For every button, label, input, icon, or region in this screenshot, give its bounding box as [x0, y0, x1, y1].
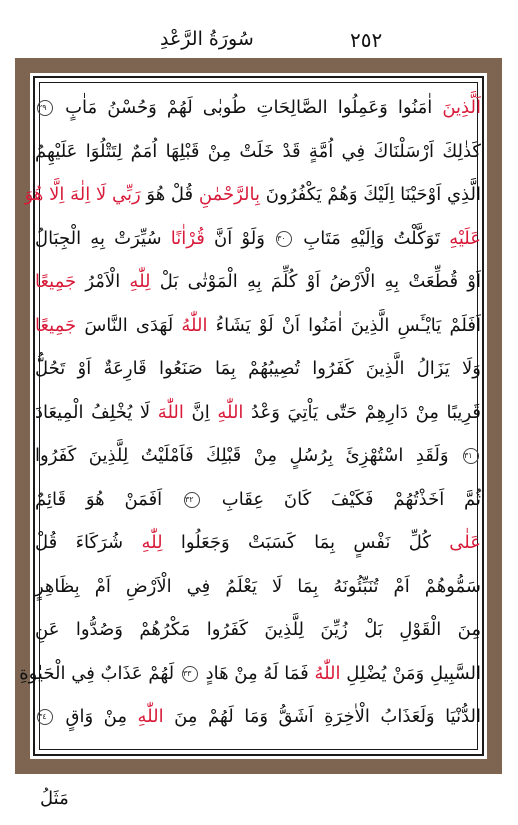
- highlighted-word: اللّٰهُ: [314, 662, 341, 684]
- verse-line: [35, 434, 481, 478]
- verse-text: كَذٰلِكَ اَرْسَلْنَاكَ فِي اُمَّةٍ قَدْ خَلَتْ مِنْ قَبْلِهَا اُمَمٌ لِتَتْلُوَا عَلَيْهِمُ: [35, 140, 481, 162]
- verse-line: [35, 217, 481, 261]
- page-number: ٢٥٢: [350, 28, 383, 52]
- ayah-number-marker: ٣١: [463, 448, 479, 464]
- verse-text: سُيِّرَتْ بِهِ الْجِبَالُ: [35, 227, 171, 249]
- verse-text: اَفَمَنْ هُوَ قَائِمٌ: [35, 488, 182, 510]
- verse-line: [35, 695, 481, 739]
- highlighted-word: بِالرَّحْمٰنِ: [198, 184, 261, 205]
- highlighted-word: لِلّٰهِ: [129, 271, 151, 292]
- highlighted-word: قُرْاٰنًا: [170, 227, 205, 249]
- verse-text: وَلَا يَزَالُ الَّذِينَ كَفَرُوا تُصِيبُهُمْ بِمَا صَنَعُوا قَارِعَةٌ اَوْ تَحُلُّ: [35, 358, 481, 379]
- verse-text: الْاَمْرُ: [76, 271, 130, 292]
- verse-text: قُلْ هُوَ: [140, 184, 199, 205]
- verse-line: [35, 130, 481, 174]
- verse-text: كُلِّ نَفْسٍ بِمَا كَسَبَتْ وَجَعَلُوا: [162, 532, 450, 553]
- verse-text: اِنَّ: [183, 401, 218, 423]
- ayah-number-marker: ٣٣: [182, 666, 198, 682]
- verse-line: [35, 260, 481, 304]
- verse-text: لَهُمْ عَذَابٌ فِي الْحَيٰوةِ: [19, 662, 180, 684]
- ayah-number-marker: ٣٤: [37, 709, 53, 725]
- highlighted-word: رَبِّي لَا اِلٰهَ اِلَّا هُوَ: [24, 184, 141, 205]
- highlighted-word: اللّٰهُ: [181, 314, 208, 336]
- quran-text-block: [19, 86, 481, 736]
- verse-text: سَمُّوهُمْ اَمْ تُنَبِّئُونَهُ بِمَا لَا يَعْلَمُ فِي الْاَرْضِ اَمْ بِظَاهِرٍ: [35, 575, 481, 597]
- highlighted-word: عَلَيْهِ: [449, 227, 481, 249]
- verse-line: [24, 173, 481, 217]
- verse-line: [19, 652, 481, 696]
- catchword: مَثَلُ: [40, 788, 69, 809]
- highlighted-word: جَمِيعًا: [35, 271, 77, 292]
- verse-text: اَفَلَمْ يَايْـَٔسِ الَّذِينَ اٰمَنُوا اَنْ لَوْ يَشَاءُ: [207, 314, 481, 336]
- verse-text: الَّذِي اَوْحَيْنَا اِلَيْكَ وَهُمْ يَكْفُرُونَ: [260, 184, 481, 205]
- verse-line: [35, 565, 481, 609]
- verse-text: فَمَا لَهُ مِنْ هَادٍ: [199, 662, 315, 684]
- highlighted-word: اللّٰهِ: [217, 401, 244, 423]
- verse-text: مِنَ الْقَوْلِ بَلْ زُيِّنَ لِلَّذِينَ كَفَرُوا مَكْرُهُمْ وَصُدُّوا عَنِ: [35, 619, 481, 640]
- verse-text: مِنْ وَاقٍ: [55, 706, 138, 727]
- verse-text: وَلَوْ اَنَّ: [204, 227, 275, 249]
- verse-line: [35, 86, 481, 130]
- verse-text: قَرِيبًا مِنْ دَارِهِمْ حَتّٰى يَاْتِيَ وَعْدُ: [243, 401, 481, 423]
- verse-text: ثُمَّ اَخَذْتُهُمْ فَكَيْفَ كَانَ عِقَابِ: [201, 488, 481, 510]
- verse-text: لَا يُخْلِفُ الْمِيعَادَ: [35, 401, 158, 423]
- ayah-number-marker: ٣٠: [276, 231, 292, 247]
- surah-title: سُورَةُ الرَّعْدِ: [160, 28, 254, 50]
- verse-line: [35, 478, 481, 522]
- verse-text: وَلَقَدِ اسْتُهْزِئَ بِرُسُلٍ مِنْ قَبْلِكَ فَاَمْلَيْتُ لِلَّذِينَ كَفَرُوا: [35, 445, 461, 466]
- highlighted-word: لِلّٰهِ: [141, 532, 163, 553]
- ayah-number-marker: ٢٩: [37, 100, 53, 116]
- highlighted-word: عَلٰى: [449, 532, 481, 553]
- verse-text: السَّبِيلِ وَمَنْ يُضْلِلِ: [340, 662, 481, 684]
- highlighted-word: جَمِيعًا: [35, 314, 77, 336]
- page-header: [0, 28, 518, 52]
- verse-text: الدُّنْيَا وَلَعَذَابُ الْاٰخِرَةِ اَشَقُّ وَمَا لَهُمْ مِنَ: [163, 706, 481, 727]
- verse-line: [35, 608, 481, 652]
- verse-line: [35, 304, 481, 348]
- verse-text: لَهَدَى النَّاسَ: [76, 314, 182, 336]
- highlighted-word: اللّٰهَ: [157, 401, 184, 423]
- verse-text: اَوْ قُطِّعَتْ بِهِ الْاَرْضُ اَوْ كُلِّمَ بِهِ الْمَوْتٰى بَلْ: [150, 271, 481, 292]
- verse-text: تَوَكَّلْتُ وَاِلَيْهِ مَتَابِ: [294, 227, 450, 249]
- highlighted-word: اللّٰهِ: [137, 706, 164, 727]
- verse-text: اٰمَنُوا وَعَمِلُوا الصَّالِحَاتِ طُوبٰى لَهُمْ وَحُسْنُ مَاٰبٍ: [55, 97, 443, 118]
- verse-text: شُرَكَاءَ قُلْ: [35, 532, 142, 553]
- highlighted-word: اَلَّذِينَ: [442, 97, 481, 118]
- verse-line: [35, 521, 481, 565]
- verse-line: [35, 391, 481, 435]
- ayah-number-marker: ٣٢: [184, 492, 200, 508]
- verse-line: [35, 347, 481, 391]
